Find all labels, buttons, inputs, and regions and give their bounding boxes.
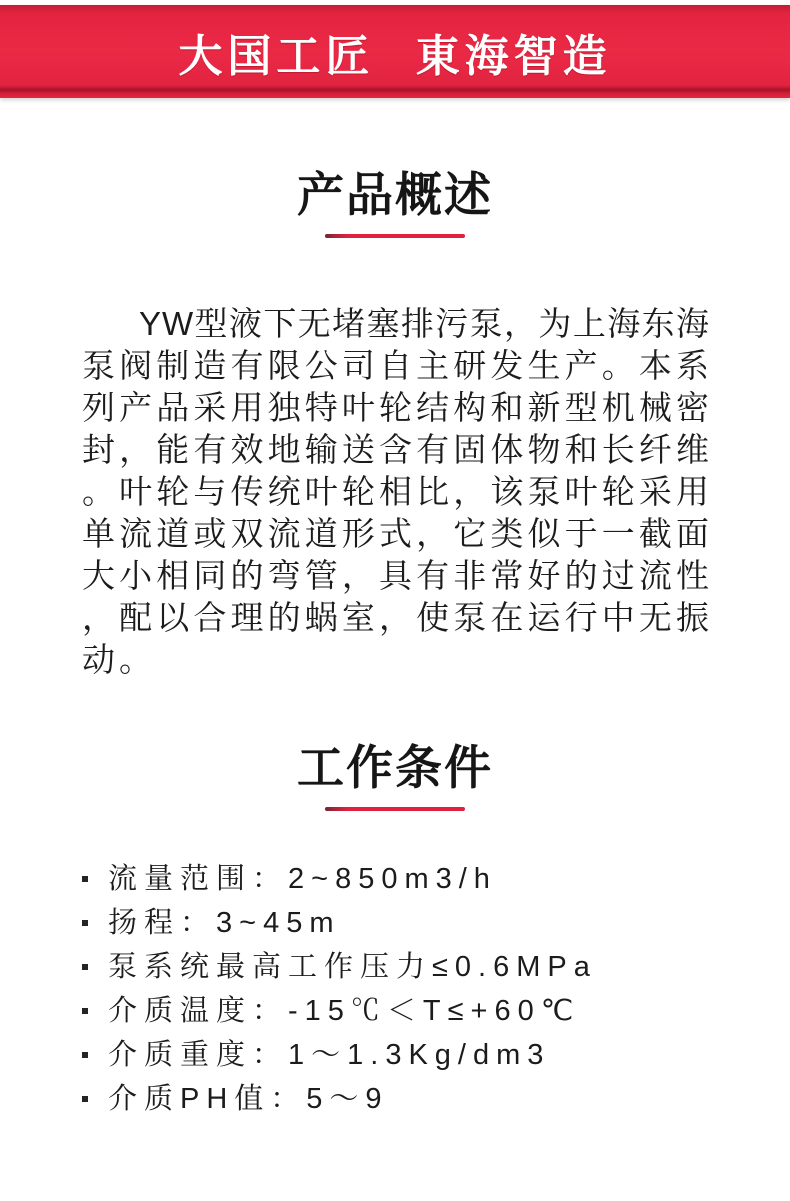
overview-section bbox=[0, 170, 790, 681]
condition-text: 介质重度：1～1.3Kg/dm3 bbox=[108, 1039, 551, 1071]
condition-item bbox=[82, 989, 790, 1033]
conditions-heading: 工作条件 bbox=[297, 741, 493, 794]
condition-item bbox=[82, 945, 790, 989]
bullet-icon bbox=[82, 876, 88, 882]
bullet-icon bbox=[82, 920, 88, 926]
paragraph-line: 泵阀制造有限公司自主研发生产。本系 bbox=[82, 347, 710, 384]
condition-text: 介质温度：-15℃＜T≤+60℃ bbox=[108, 995, 581, 1027]
paragraph-line: 封，能有效地输送含有固体物和长纤维 bbox=[82, 431, 710, 468]
condition-text: 介质PH值：5～9 bbox=[108, 1083, 389, 1115]
top-banner bbox=[0, 5, 790, 98]
conditions-heading-underline bbox=[325, 807, 465, 811]
bullet-icon bbox=[82, 1008, 88, 1014]
condition-item bbox=[82, 1033, 790, 1077]
overview-heading: 产品概述 bbox=[297, 168, 493, 221]
overview-paragraph bbox=[82, 303, 710, 681]
product-page bbox=[0, 5, 790, 1121]
condition-text: 扬程：3~45m bbox=[108, 907, 341, 939]
banner-title: 大国工匠 東海智造 bbox=[178, 31, 612, 81]
paragraph-line: 单流道或双流道形式，它类似于一截面 bbox=[82, 515, 710, 552]
paragraph-line: 。叶轮与传统叶轮相比，该泵叶轮采用 bbox=[82, 473, 710, 510]
bullet-icon bbox=[82, 1096, 88, 1102]
paragraph-line: YW型液下无堵塞排污泵，为上海东海 bbox=[139, 305, 710, 342]
bullet-icon bbox=[82, 1052, 88, 1058]
conditions-section bbox=[0, 743, 790, 1121]
condition-item bbox=[82, 857, 790, 901]
paragraph-line: 大小相同的弯管，具有非常好的过流性 bbox=[82, 557, 710, 594]
paragraph-line: 列产品采用独特叶轮结构和新型机械密 bbox=[82, 389, 710, 426]
condition-text: 流量范围：2~850m3/h bbox=[108, 863, 497, 895]
paragraph-line: ，配以合理的蜗室，使泵在运行中无振 bbox=[82, 599, 710, 636]
bullet-icon bbox=[82, 964, 88, 970]
condition-item bbox=[82, 901, 790, 945]
conditions-list bbox=[82, 857, 790, 1121]
condition-item bbox=[82, 1077, 790, 1121]
paragraph-line: 动。 bbox=[82, 641, 156, 678]
condition-text: 泵系统最高工作压力≤0.6MPa bbox=[108, 951, 597, 983]
overview-heading-underline bbox=[325, 234, 465, 238]
